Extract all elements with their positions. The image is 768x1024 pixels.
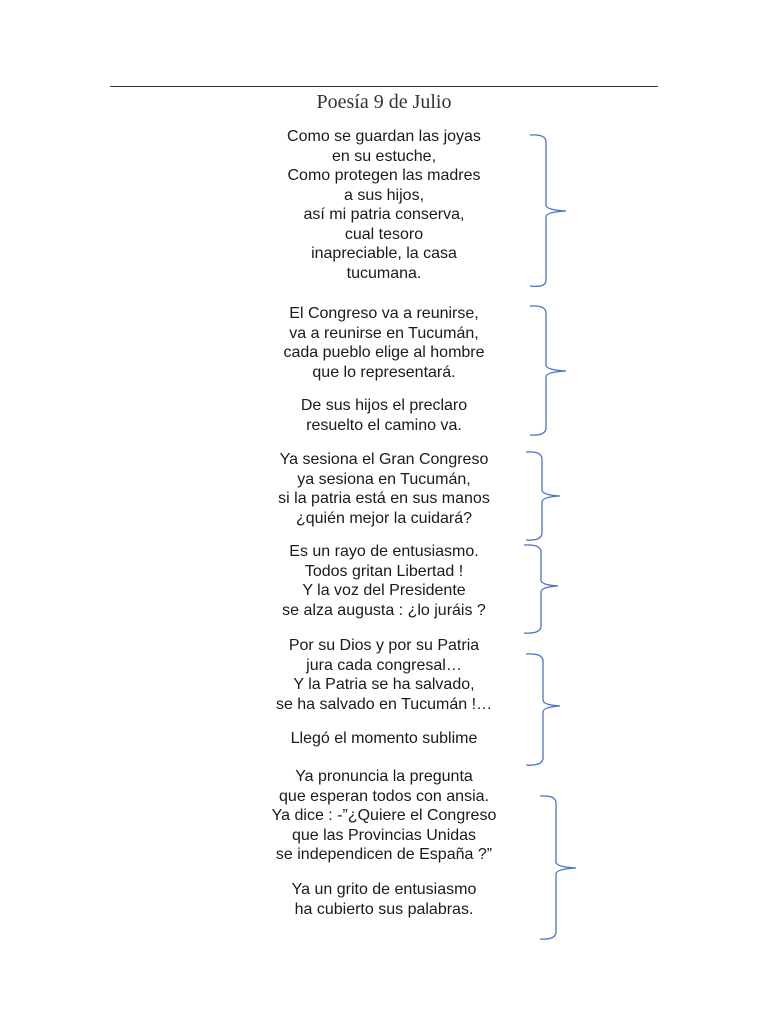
- poem-line: jura cada congresal…: [306, 656, 462, 674]
- stanza: [234, 636, 534, 714]
- poem-line: que esperan todos con ansia.: [279, 787, 489, 805]
- stanza: [234, 880, 534, 919]
- stanza: [234, 450, 534, 528]
- curly-bracket: [540, 796, 576, 939]
- stanza: [234, 767, 534, 865]
- poem-line: Ya pronuncia la pregunta: [295, 768, 473, 785]
- stanza: [234, 542, 534, 620]
- header-rule: [110, 86, 658, 87]
- poem-line: ya sesiona en Tucumán,: [297, 470, 471, 488]
- poem-line: va a reunirse en Tucumán,: [289, 324, 479, 342]
- poem-line: Y la voz del Presidente: [302, 582, 466, 599]
- poem-line: Llegó el momento sublime: [290, 730, 478, 747]
- poem-line: que lo representará.: [312, 363, 456, 381]
- poem-line: cual tesoro: [344, 225, 424, 243]
- poem-line: El Congreso va a reunirse,: [289, 305, 479, 322]
- poem-line: en su estuche,: [331, 147, 437, 165]
- poem-line: Como se guardan las joyas: [287, 128, 481, 145]
- stanza: [234, 396, 534, 435]
- poem-line: Y la Patria se ha salvado,: [293, 676, 475, 693]
- poem-line: tucumana.: [346, 264, 422, 282]
- poem-line: Ya un grito de entusiasmo: [291, 881, 477, 898]
- poem-line: se ha salvado en Tucumán !…: [275, 695, 493, 713]
- curly-bracket: [530, 135, 566, 287]
- poem-line: cada pueblo elige al hombre: [283, 344, 485, 361]
- curly-bracket: [530, 306, 566, 435]
- stanza: [234, 304, 534, 382]
- stanza: [234, 127, 534, 283]
- poem-line: ha cubierto sus palabras.: [294, 900, 474, 918]
- poem-line: si la patria está en sus manos: [278, 490, 490, 507]
- poem-line: Es un rayo de entusiasmo.: [289, 543, 479, 560]
- poem-line: resuelto el camino va.: [306, 416, 462, 434]
- poem-line: a sus hijos,: [343, 186, 425, 204]
- poem-line: Como protegen las madres: [287, 167, 481, 184]
- poem-line: se independicen de España ?”: [275, 846, 493, 863]
- poem-line: ¿quién mejor la cuidará?: [295, 509, 473, 527]
- poem-line: que las Provincias Unidas: [291, 826, 477, 844]
- poem-line: Ya dice : -”¿Quiere el Congreso: [271, 807, 497, 824]
- poem-title: Poesía 9 de Julio: [316, 91, 452, 113]
- stanza: [234, 729, 534, 749]
- poem-line: De sus hijos el preclaro: [300, 397, 468, 414]
- poem-line: Por su Dios y por su Patria: [288, 637, 480, 654]
- poem-line: Ya sesiona el Gran Congreso: [279, 451, 489, 468]
- poem-line: se alza augusta : ¿lo juráis ?: [282, 601, 486, 619]
- poem-line: así mi patria conserva,: [303, 206, 465, 223]
- poem-line: Todos gritan Libertad !: [304, 562, 464, 580]
- poem-line: inapreciable, la casa: [311, 245, 457, 262]
